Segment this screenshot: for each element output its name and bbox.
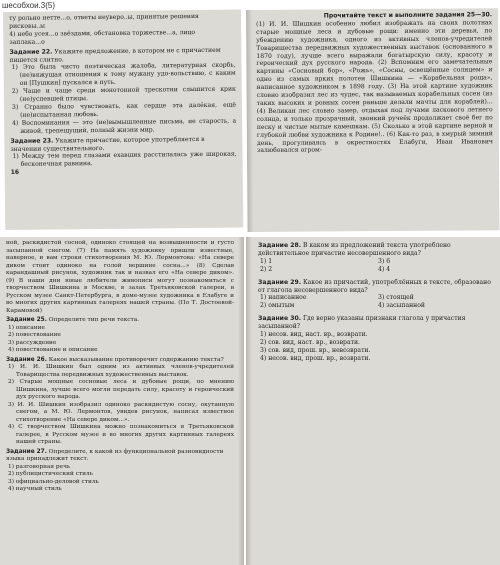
task-option: 2) повествование bbox=[8, 332, 61, 338]
task-text: Укажите предложение, в котором не с причастием пишется слитно. bbox=[9, 46, 221, 64]
task-option: 3) 6 bbox=[378, 257, 391, 265]
task-title: Задание 29. bbox=[258, 278, 302, 286]
option-columns bbox=[258, 294, 494, 310]
task-option: 1) И. И. Шишкин был одним из активных членов-учредителей Товарищества передвижных художественных выставок. bbox=[8, 364, 234, 378]
task-text: В каком из предложений текста употреблено действительное причастие несовершенного вида? bbox=[258, 242, 451, 257]
text-paragraph: ной, раскидистой сосной, одиноко стоящей на возвышенности и густо засыпанной снегом. (7) На память художнику пришли известные, наверное, и вам строки стихотворения М. Ю. Лермонтова: «На севере диком стоит одиноко на голой вершине сосна...» (8) Сделав карандашный рисунок, художник так и назвал его «На севере диком». (9) В наши дни юные любители живописи могут познакомиться с творчеством Шишкина в Москве, в залах Третьяковской галереи, в Русском музее Санкт-Петербурга, в доме-музее художника в Елабуге и во многих других картинных галереях нашей страны. (По Т. Достоевой-Карамовой) bbox=[6, 240, 234, 314]
task-option: 1) несов. вид, наст. вр., возврати. bbox=[260, 331, 368, 339]
task-option: 4) научный стиль bbox=[8, 486, 62, 492]
task-option: 3) Странно было чувствовать, как сердце эта далёкая, ещё (не)испытанная любовь. bbox=[11, 101, 237, 119]
task-title: Задание 27. bbox=[6, 448, 47, 455]
list-item: рисковы..ы bbox=[9, 22, 46, 30]
task-option: 2) 2 bbox=[260, 265, 273, 273]
image-caption: шесобхои.3(5) bbox=[2, 1, 55, 10]
task-title: Задание 22. bbox=[9, 48, 53, 56]
task-option: 3) официально-деловой стиль bbox=[8, 478, 99, 485]
task-option: 4) С творчеством Шишкина можно познакомиться в Третьяковской галерее, в Русском музее и во многих других картинных галереях нашей страны. bbox=[8, 424, 234, 445]
task-option: 1) описание bbox=[8, 324, 45, 331]
page-top-right bbox=[246, 8, 500, 232]
task-option: 3) сов. вид, прош. вр., невозврати. bbox=[260, 346, 371, 354]
task-title: Задание 26. bbox=[6, 356, 47, 363]
task-text: Укажите причастие, которое употребляется в значении существительного. bbox=[10, 135, 205, 153]
task-option: 1) разговорная речь bbox=[8, 463, 71, 470]
page-gutter bbox=[238, 237, 244, 565]
task-text: Где верно указаны признаки глагола у причастия засыпанной? bbox=[258, 315, 466, 331]
page-bottom-left bbox=[0, 237, 244, 565]
task-text: Определите, к какой из функциональной разновидности языка принадлежит текст. bbox=[6, 448, 224, 462]
text-paragraph: (1) И. И. Шишкин особенно любил изображать на своих полотнах старые мощные леса и дубовые рощи: именно эти деревья, по убеждению художника, одного из активных членов-учредителей Товарищества передвижных художественных выставок (основанного в 1870 году), лучше всего выражали богатырскую силу, красоту и героический дух русского народа. (2) Вспомним его замечательные картины «Сосновый бор», «Рожь», «Сосны, освещённые солнцем» и одно из самых ярких полотен Шишкина — «Корабельная роща», написанное художником в 1898 году. (3) На этой картине художник словно изобразил лес из чудес, так называемых корабельных сосен (из таких высоких и ровных сосен раньше делали мачты для кораблей)... (4) Великан лес словно замер, отдыхая под лучами ласкового летнего солнца, и только прозрачный, звонкий ручеёк продолжает своё бег по песку и чистые мытые камешкам. (5) Сколько в этой картине верной и глубокой любви художника к Родине!.. (6) Как-то раз, в хмурый зимний день, прогуливаясь в окрестностях Елабуги, Иван Иванович залюбовался огром- bbox=[256, 19, 493, 155]
page-bottom-right bbox=[246, 237, 500, 565]
task-29 bbox=[258, 279, 494, 295]
task-title: Задание 25. bbox=[6, 317, 47, 323]
task-option: 4) несов. вид, прош. вр., возврати. bbox=[260, 354, 371, 362]
task-title: Задание 30. bbox=[258, 315, 302, 323]
list-item: заплака...о bbox=[9, 38, 45, 46]
task-option: 2) Чаще и чаще среди монотонной трескотни слышится крик (не)успевшей птицы. bbox=[11, 85, 236, 103]
task-option: 2) публицистический стиль bbox=[8, 471, 93, 477]
task-title: Задание 28. bbox=[258, 242, 302, 249]
page-top-left bbox=[3, 10, 243, 230]
task-25 bbox=[6, 317, 234, 325]
task-option: 4) Воспоминания — это (не)вымышленные письма, не старость, а живой, трепещущий, полный жизни мир. bbox=[12, 117, 237, 135]
task-text: Какое высказывание противоречит содержанию текста? bbox=[48, 356, 224, 363]
task-option: 1) 1 bbox=[260, 257, 273, 265]
task-option: 3) рассуждение bbox=[8, 339, 57, 346]
task-title: Задание 23. bbox=[10, 137, 54, 145]
task-30 bbox=[258, 315, 494, 331]
task-option: 4) 4 bbox=[378, 265, 391, 273]
task-text: Определите тип речи текста. bbox=[48, 317, 140, 323]
page-number: 16 bbox=[10, 169, 20, 177]
task-option: 4) повествование и описание bbox=[8, 347, 98, 353]
task-option: 3) стоящей bbox=[378, 294, 414, 302]
task-26 bbox=[6, 357, 234, 365]
task-text: Какое из причастий, употреблённых в тексте, образовано от глагола несовершенного вида? bbox=[258, 278, 491, 294]
task-option: 2) Старые мощные сосновые леса и дубовые рощи, по мнению Шишкина, лучше всего могли передать силу, красоту и героический дух русского народа. bbox=[8, 379, 234, 400]
task-28 bbox=[258, 242, 494, 258]
task-option: 1) написанное bbox=[260, 294, 307, 302]
task-option: 1) Это была чисто поэтическая жалоба, литературная скорбь, (не)вяжущая отношения к тому мужану удо-вольствию, с каким он [Пушкин] пускался в путь. bbox=[11, 62, 236, 88]
list-item: ту рольно нетте...о, ответы неуверо..ы, принятые решения bbox=[9, 12, 199, 22]
list-item: 4) небо усея...о звёздами, обстановка торжестве...а, лицо bbox=[9, 28, 196, 38]
task-option: 2) сов. вид, наст. вр., возврати. bbox=[260, 338, 360, 346]
option-columns bbox=[258, 258, 494, 274]
task-option: 2) омытым bbox=[260, 302, 295, 310]
task-option: 4) засыпанной bbox=[378, 302, 425, 310]
task-27 bbox=[6, 449, 234, 464]
page-gutter bbox=[246, 237, 252, 565]
section-heading: Прочитайте текст и выполните задания 25—30. bbox=[323, 11, 493, 20]
task-option: 1) Между тем перед глазами ехавших расстилалась уже широкая, бесконечная равнина. bbox=[12, 150, 237, 169]
task-option: 3) И. И. Шишкин изобразил одиноко раскидистую сосну, окутанную снегом, а М. Ю. Лермонтов, увидев рисунок, написал известное стихотворение «На севере диком...». bbox=[8, 401, 234, 423]
